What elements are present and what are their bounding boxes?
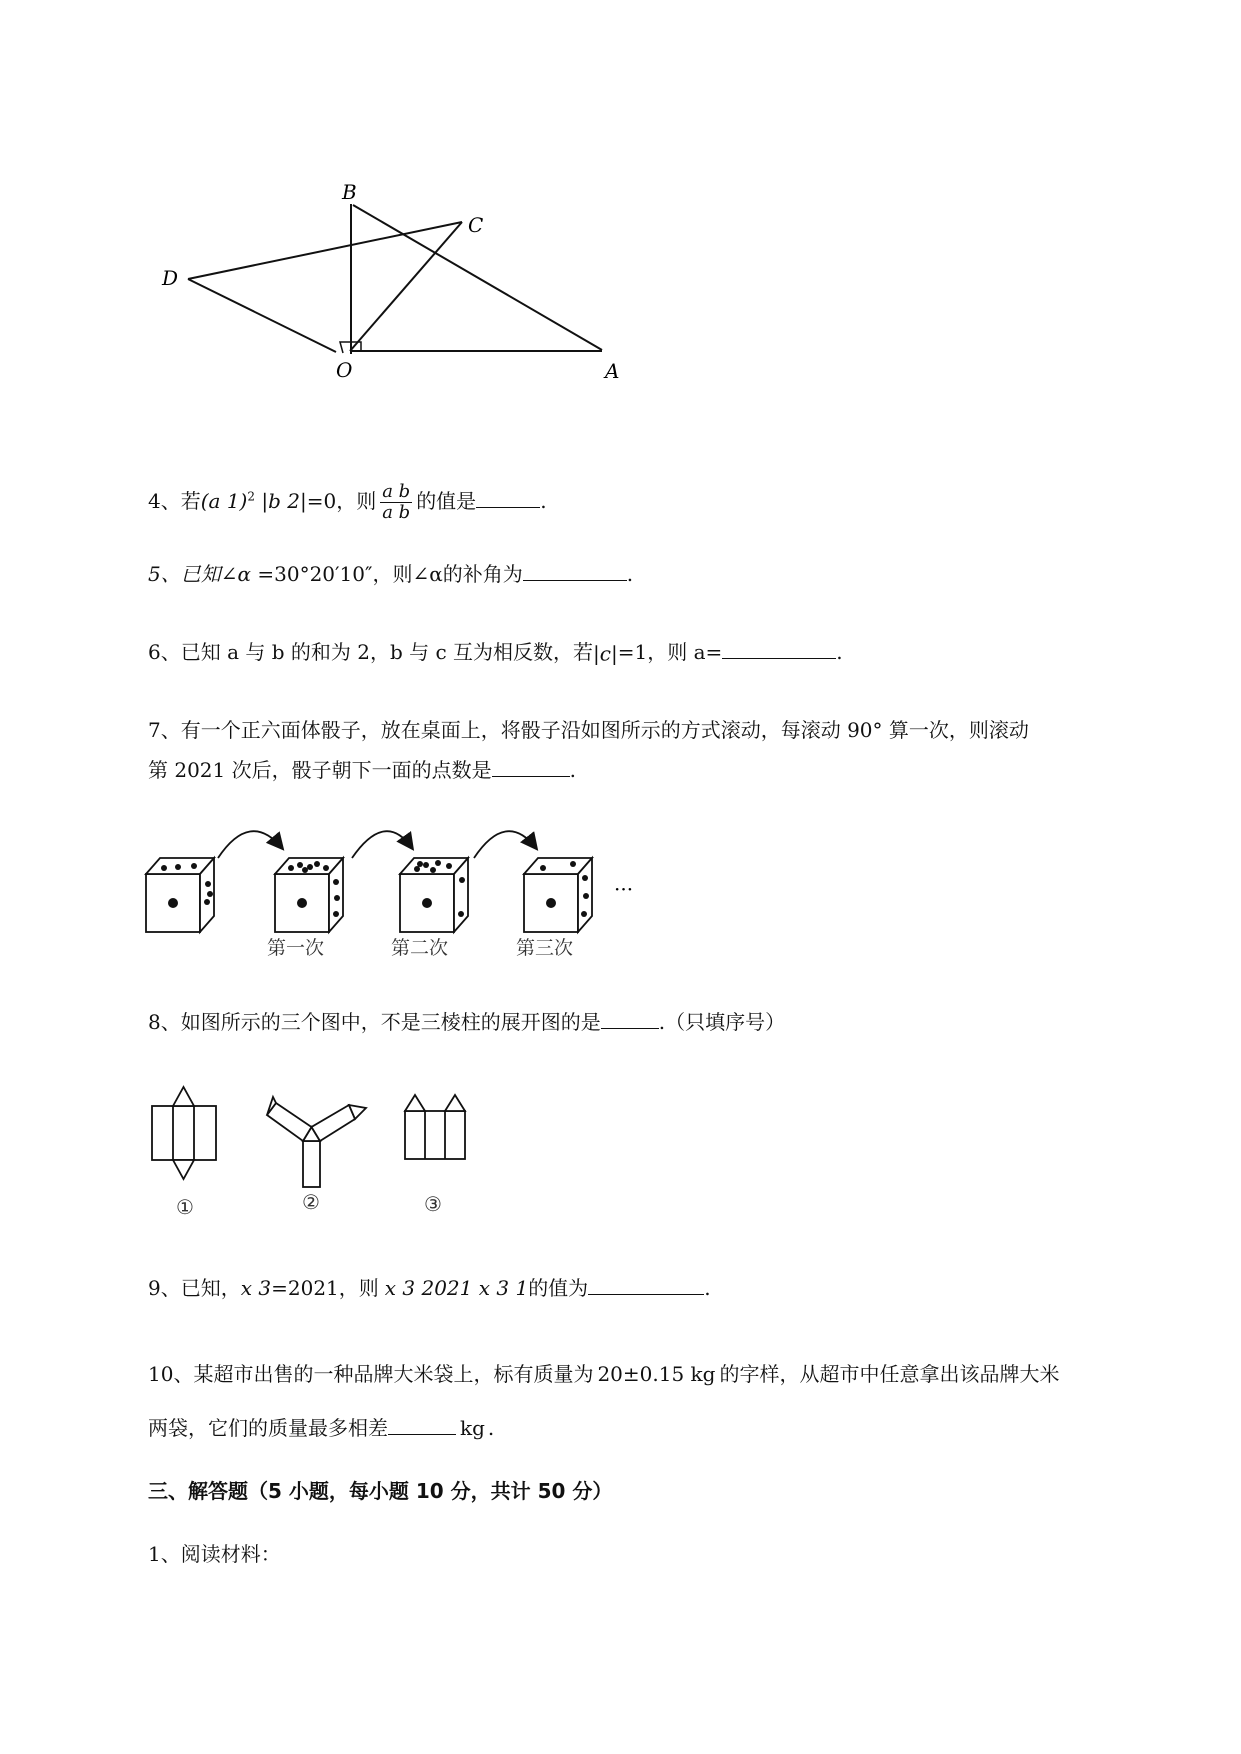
question-7-line-1 (148, 716, 1029, 744)
net-1 (152, 1087, 216, 1179)
q4-expr-left: (a 1) (200, 489, 248, 513)
point-label-c: C (468, 213, 484, 237)
q4-equals: =0 (306, 489, 337, 513)
q4-fraction (380, 482, 412, 523)
q4-suffix: 的值是 (416, 489, 477, 513)
q6-answer-blank[interactable] (722, 640, 836, 659)
question-4 (148, 482, 547, 523)
q7-line-1: 7、有一个正六面体骰子，放在桌面上，将骰子沿如图所示的方式滚动，每滚动 90° 算一次，则滚动 (148, 718, 1029, 742)
q4-then: ，则 (336, 489, 377, 513)
q6-abs-value: |c| (593, 641, 618, 666)
q10-unit: kg (460, 1416, 485, 1440)
q5-prefix: 5、已知∠α (148, 562, 258, 586)
section-3-title: 三、解答题（5 小题，每小题 10 分，共计 50 分） (148, 1479, 613, 1503)
q10-end: . (487, 1416, 495, 1440)
q4-fraction-numerator: a b (382, 481, 411, 502)
roll-arrow-2 (352, 831, 412, 858)
net-label-3: ③ (424, 1192, 442, 1216)
right-angle-mark-2 (340, 342, 350, 353)
q4-expr-mid: |b 2| (255, 489, 307, 513)
q9-expr-1: x 3 (240, 1276, 272, 1300)
label-third-roll: 第三次 (516, 937, 574, 959)
q10-mass: 20±0.15 kg (597, 1362, 716, 1386)
geometry-figure (150, 170, 640, 420)
dice-ellipsis: ··· (614, 877, 634, 901)
point-label-a: A (605, 359, 620, 383)
point-label-b: B (342, 180, 357, 204)
q7-answer-blank[interactable] (492, 758, 570, 777)
die-third (524, 858, 592, 932)
question-6 (148, 638, 843, 668)
q9-prefix: 9、已知， (148, 1276, 241, 1300)
section-3-question-1 (148, 1540, 281, 1568)
q8-text: 8、如图所示的三个图中，不是三棱柱的展开图的是 (148, 1010, 601, 1034)
point-label-o: O (336, 358, 353, 382)
q5-end: . (626, 562, 634, 586)
dice-figure (140, 820, 660, 960)
q7-line-2: 第 2021 次后，骰子朝下一面的点数是 (148, 758, 492, 782)
net-3 (405, 1095, 465, 1159)
q9-then: ，则 (338, 1276, 379, 1300)
question-9 (148, 1274, 711, 1302)
question-10-line-2 (148, 1414, 494, 1442)
q10-line-1-pre: 10、某超市出售的一种品牌大米袋上，标有质量为 (148, 1362, 594, 1386)
q9-suffix: 的值为 (528, 1276, 589, 1300)
q4-prefix: 4、若 (148, 489, 201, 513)
q4-exponent: 2 (247, 489, 255, 504)
q4-end: . (540, 489, 547, 513)
q6-text-2: =1，则 a= (617, 640, 723, 664)
q4-fraction-denominator: a b (382, 502, 411, 523)
q8-end: .（只填序号） (658, 1010, 786, 1034)
s3q1-text: 1、阅读材料： (148, 1542, 281, 1566)
label-second-roll: 第二次 (391, 937, 449, 959)
q9-equals: =2021 (271, 1276, 339, 1300)
q10-answer-blank[interactable] (388, 1416, 456, 1435)
roll-arrow-3 (474, 831, 536, 858)
section-3-heading (148, 1477, 612, 1505)
q5-mid: ，则∠α的补角为 (372, 562, 523, 586)
q10-line-2-pre: 两袋，它们的质量最多相差 (148, 1416, 388, 1440)
q8-answer-blank[interactable] (601, 1010, 659, 1029)
q10-line-1-post: 的字样，从超市中任意拿出该品牌大米 (719, 1362, 1060, 1386)
question-10-line-1 (148, 1360, 1059, 1388)
net-2 (267, 1097, 366, 1187)
roll-arrow-1 (218, 831, 282, 858)
question-8 (148, 1008, 785, 1036)
question-7-line-2 (148, 756, 576, 784)
q6-end: . (836, 640, 843, 664)
q6-text-1: 6、已知 a 与 b 的和为 2，b 与 c 互为相反数，若 (148, 640, 594, 664)
net-label-2: ② (302, 1190, 320, 1214)
q9-answer-blank[interactable] (588, 1276, 704, 1295)
label-first-roll: 第一次 (267, 937, 325, 959)
q9-end: . (704, 1276, 711, 1300)
q5-value: =30°20′10″ (257, 562, 373, 586)
segment-do (188, 279, 336, 352)
q4-answer-blank[interactable] (476, 489, 540, 508)
net-label-1: ① (176, 1195, 194, 1219)
q7-end: . (569, 758, 576, 782)
q5-answer-blank[interactable] (523, 562, 627, 581)
question-5 (148, 560, 633, 588)
q9-expr-2: x 3 2021 x 3 1 (384, 1276, 529, 1300)
q6-abs-var: c (599, 641, 611, 666)
prism-nets-figure (140, 1075, 500, 1225)
point-label-d: D (162, 266, 179, 290)
